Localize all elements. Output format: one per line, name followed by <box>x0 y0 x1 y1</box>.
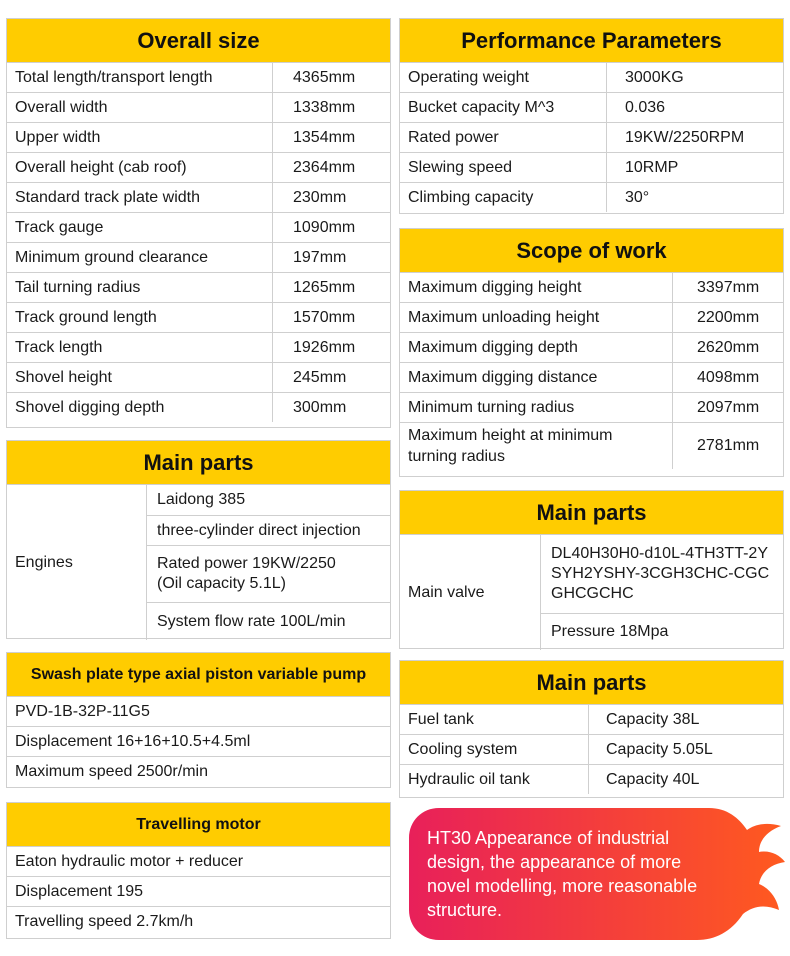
row-label: Tail turning radius <box>15 278 141 296</box>
table-row <box>7 696 390 726</box>
row-label: Minimum turning radius <box>408 398 575 416</box>
row-value: 230mm <box>272 183 390 212</box>
table-row <box>7 756 390 786</box>
row-label: Maximum digging depth <box>408 338 578 356</box>
row-label: Slewing speed <box>408 158 513 176</box>
row-label: Bucket capacity M^3 <box>408 98 555 116</box>
row-label: Rated power <box>408 128 499 146</box>
row-label: Track length <box>15 338 103 356</box>
row-label: Maximum height at minimum turning radius <box>408 427 613 465</box>
table-row <box>400 302 783 332</box>
row-value: 1338mm <box>272 93 390 122</box>
table-row <box>400 734 783 764</box>
engine-injection: three-cylinder direct injection <box>147 515 390 545</box>
row-label: Upper width <box>15 128 101 146</box>
row-label: Maximum unloading height <box>408 308 600 326</box>
row-value: 3397mm <box>672 273 783 302</box>
table-row <box>7 182 390 212</box>
main-parts-title: Main parts <box>400 661 783 704</box>
table-row <box>7 272 390 302</box>
row-label: Hydraulic oil tank <box>408 770 530 788</box>
table-row <box>7 392 390 422</box>
row-label: Standard track plate width <box>15 188 200 206</box>
row-label: Maximum digging height <box>408 278 582 296</box>
table-row <box>7 302 390 332</box>
motor-type: Eaton hydraulic motor + reducer <box>15 852 244 870</box>
pump-table <box>6 652 391 788</box>
row-value: 30° <box>606 183 783 212</box>
motor-displacement: Displacement 195 <box>15 882 144 900</box>
row-value: 1570mm <box>272 303 390 332</box>
row-label: Track ground length <box>15 308 157 326</box>
engine-rated-power: Rated power 19KW/2250 (Oil capacity 5.1L) <box>147 545 390 602</box>
table-row <box>400 704 783 734</box>
table-row <box>7 212 390 242</box>
table-row <box>7 906 390 936</box>
travelling-motor-table <box>6 802 391 939</box>
travelling-speed: Travelling speed 2.7km/h <box>15 912 194 930</box>
main-parts-valve-table <box>399 490 784 649</box>
row-value: 1090mm <box>272 213 390 242</box>
table-row <box>7 846 390 876</box>
row-label: Operating weight <box>408 68 529 86</box>
row-label: Track gauge <box>15 218 104 236</box>
table-row <box>7 362 390 392</box>
row-value: 245mm <box>272 363 390 392</box>
table-row <box>7 92 390 122</box>
row-value: 1265mm <box>272 273 390 302</box>
table-row <box>7 62 390 92</box>
row-label: Total length/transport length <box>15 68 213 86</box>
row-label: Cooling system <box>408 740 518 758</box>
row-value: 197mm <box>272 243 390 272</box>
pump-title: Swash plate type axial piston variable pump <box>7 653 390 696</box>
row-label: Shovel digging depth <box>15 398 165 416</box>
main-parts-engines-table <box>6 440 391 639</box>
table-row <box>7 122 390 152</box>
scope-of-work-table <box>399 228 784 477</box>
table-row <box>400 152 783 182</box>
pump-max-speed: Maximum speed 2500r/min <box>15 762 208 780</box>
row-value: 1926mm <box>272 333 390 362</box>
table-row <box>400 362 783 392</box>
row-value: 2781mm <box>672 423 783 469</box>
row-value: 0.036 <box>606 93 783 122</box>
promo-text: HT30 Appearance of industrial design, the appearance of more novel modelling, more reasonable structure. <box>427 828 698 920</box>
row-value: Capacity 5.05L <box>588 735 783 764</box>
table-row <box>7 152 390 182</box>
engine-model: Laidong 385 <box>157 491 246 508</box>
table-row <box>400 764 783 794</box>
pump-model: PVD-1B-32P-11G5 <box>15 702 150 720</box>
overall-size-table <box>6 18 391 428</box>
pump-displacement: Displacement 16+16+10.5+4.5ml <box>15 732 251 750</box>
table-row <box>400 392 783 422</box>
row-value: 1354mm <box>272 123 390 152</box>
row-label: Maximum digging distance <box>408 368 598 386</box>
main-valve-label: Main valve <box>400 535 541 650</box>
row-value: 2620mm <box>672 333 783 362</box>
performance-title: Performance Parameters <box>400 19 783 62</box>
table-row <box>400 122 783 152</box>
row-value: 2200mm <box>672 303 783 332</box>
engine-flow-rate: System flow rate 100L/min <box>147 602 390 640</box>
main-parts-title: Main parts <box>400 491 783 534</box>
engines-label: Engines <box>7 485 147 640</box>
row-label: Fuel tank <box>408 710 474 728</box>
table-row <box>400 182 783 212</box>
row-value: 300mm <box>272 393 390 422</box>
row-label: Overall width <box>15 98 108 116</box>
table-row <box>400 422 783 469</box>
row-label: Overall height (cab roof) <box>15 158 187 176</box>
row-value: Capacity 40L <box>588 765 783 794</box>
main-valve-pressure: Pressure 18Mpa <box>541 613 783 650</box>
row-value: 19KW/2250RPM <box>606 123 783 152</box>
row-label: Minimum ground clearance <box>15 248 208 266</box>
table-row <box>400 92 783 122</box>
row-value: 2364mm <box>272 153 390 182</box>
overall-size-title: Overall size <box>7 19 390 62</box>
row-value: 2097mm <box>672 393 783 422</box>
table-row <box>400 332 783 362</box>
row-value: Capacity 38L <box>588 705 783 734</box>
table-row <box>7 332 390 362</box>
row-value: 3000KG <box>606 63 783 92</box>
main-parts-tanks-table <box>399 660 784 798</box>
performance-table <box>399 18 784 214</box>
scope-title: Scope of work <box>400 229 783 272</box>
main-parts-title: Main parts <box>7 441 390 484</box>
travelling-motor-title: Travelling motor <box>7 803 390 846</box>
row-value: 10RMP <box>606 153 783 182</box>
table-row <box>7 726 390 756</box>
row-label: Climbing capacity <box>408 188 534 206</box>
main-valve-model: DL40H30H0-d10L-4TH3TT-2YSYH2YSHY-3CGH3CHC-CGCGHCGCHC <box>551 545 770 602</box>
row-label: Shovel height <box>15 368 112 386</box>
table-row <box>7 876 390 906</box>
row-value: 4365mm <box>272 63 390 92</box>
table-row <box>7 242 390 272</box>
promo-banner <box>409 808 785 940</box>
table-row <box>400 62 783 92</box>
table-row <box>400 272 783 302</box>
row-value: 4098mm <box>672 363 783 392</box>
